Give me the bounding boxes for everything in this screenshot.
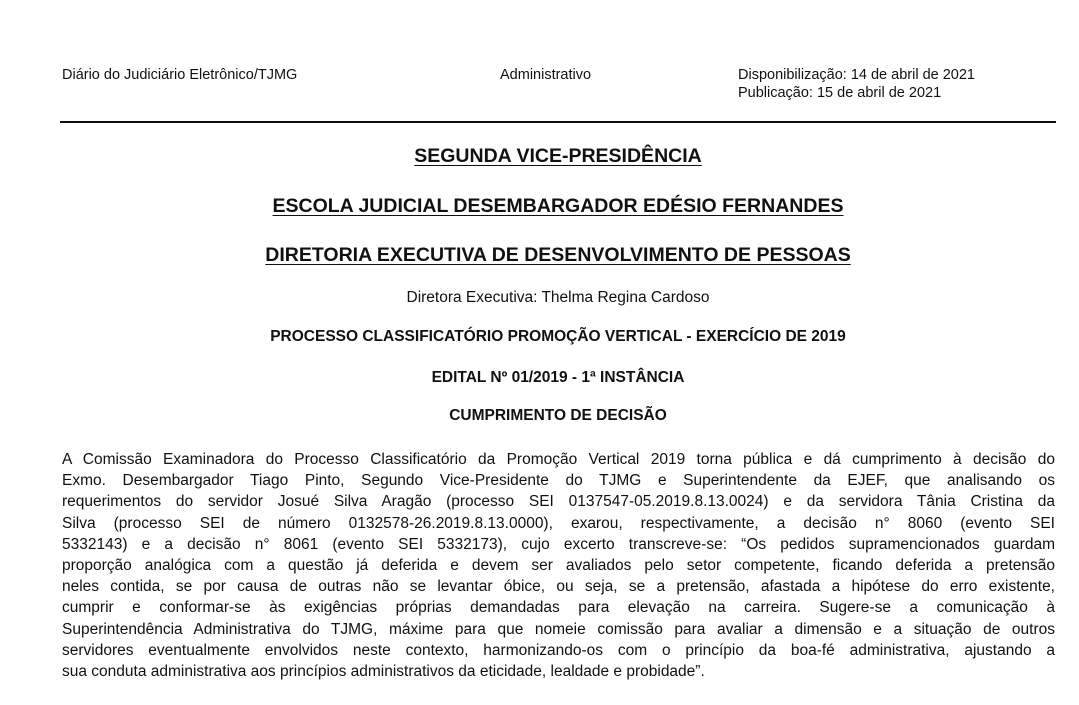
section-title: CUMPRIMENTO DE DECISÃO [449,407,667,424]
body-line: Exmo. Desembargador Tiago Pinto, Segundo Vice-Presidente do TJMG e Superintendente da EJEF, que analisando os [62,472,1055,490]
body-line: requerimentos do servidor Josué Silva Aragão (processo SEI 0137547-05.2019.8.13.0024) e da servidora Tânia Cristina da [62,493,1055,511]
executive-director-line: Diretora Executiva: Thelma Regina Cardoso [406,289,710,306]
availability-date: Disponibilização: 14 de abril de 2021 [738,67,975,83]
header-dates [738,66,975,102]
title-judicial-school: ESCOLA JUDICIAL DESEMBARGADOR EDÉSIO FERNANDES [272,195,844,217]
body-paragraph [62,449,1055,682]
body-line: 5332143) e a decisão n° 8061 (evento SEI 5332173), cujo excerto transcreve-se: “Os pedidos supramencionados guardam [62,535,1055,553]
process-title: PROCESSO CLASSIFICATÓRIO PROMOÇÃO VERTICAL - EXERCÍCIO DE 2019 [270,328,846,345]
title-executive-directorate: DIRETORIA EXECUTIVA DE DESENVOLVIMENTO DE PESSOAS [265,244,851,266]
body-line: Silva (processo SEI de número 0132578-26.2019.8.13.0000), exarou, respectivamente, a decisão n° 8060 (evento SEI [62,514,1055,532]
body-line: A Comissão Examinadora do Processo Classificatório da Promoção Vertical 2019 torna pública e dá cumprimento à decisão do [62,451,1055,468]
header-section: Administrativo [500,67,592,83]
body-line: neles contida, se por causa de outras não se levantar óbice, ou seja, se a pretensão, afastada a hipótese do erro existente, [62,578,1055,596]
body-line: sua conduta administrativa aos princípios administrativos da eticidade, lealdade e probidade”. [62,662,705,680]
publication-date: Publicação: 15 de abril de 2021 [738,85,942,101]
header-divider [60,121,1056,123]
body-line: servidores eventualmente envolvidos neste contexto, harmonizando-os com o princípio da boa-fé administrativa, ajustando a [62,641,1055,659]
edital-number: EDITAL Nº 01/2019 - 1ª INSTÂNCIA [431,369,685,386]
title-vice-presidency: SEGUNDA VICE-PRESIDÊNCIA [414,145,702,167]
body-line: Superintendência Administrativa do TJMG, máxime para que nomeie comissão para avaliar a dimensão e a situação de outros [62,620,1055,638]
body-line: cumprir e conformar-se às exigências próprias demandadas para elevação na carreira. Sugere-se a comunicação à [62,599,1055,617]
body-line: proporção analógica com a questão já deferida e devem ser avaliados pelo setor competente, ficando deferida a pretensão [62,556,1055,574]
header-publication-name: Diário do Judiciário Eletrônico/TJMG [62,67,298,83]
